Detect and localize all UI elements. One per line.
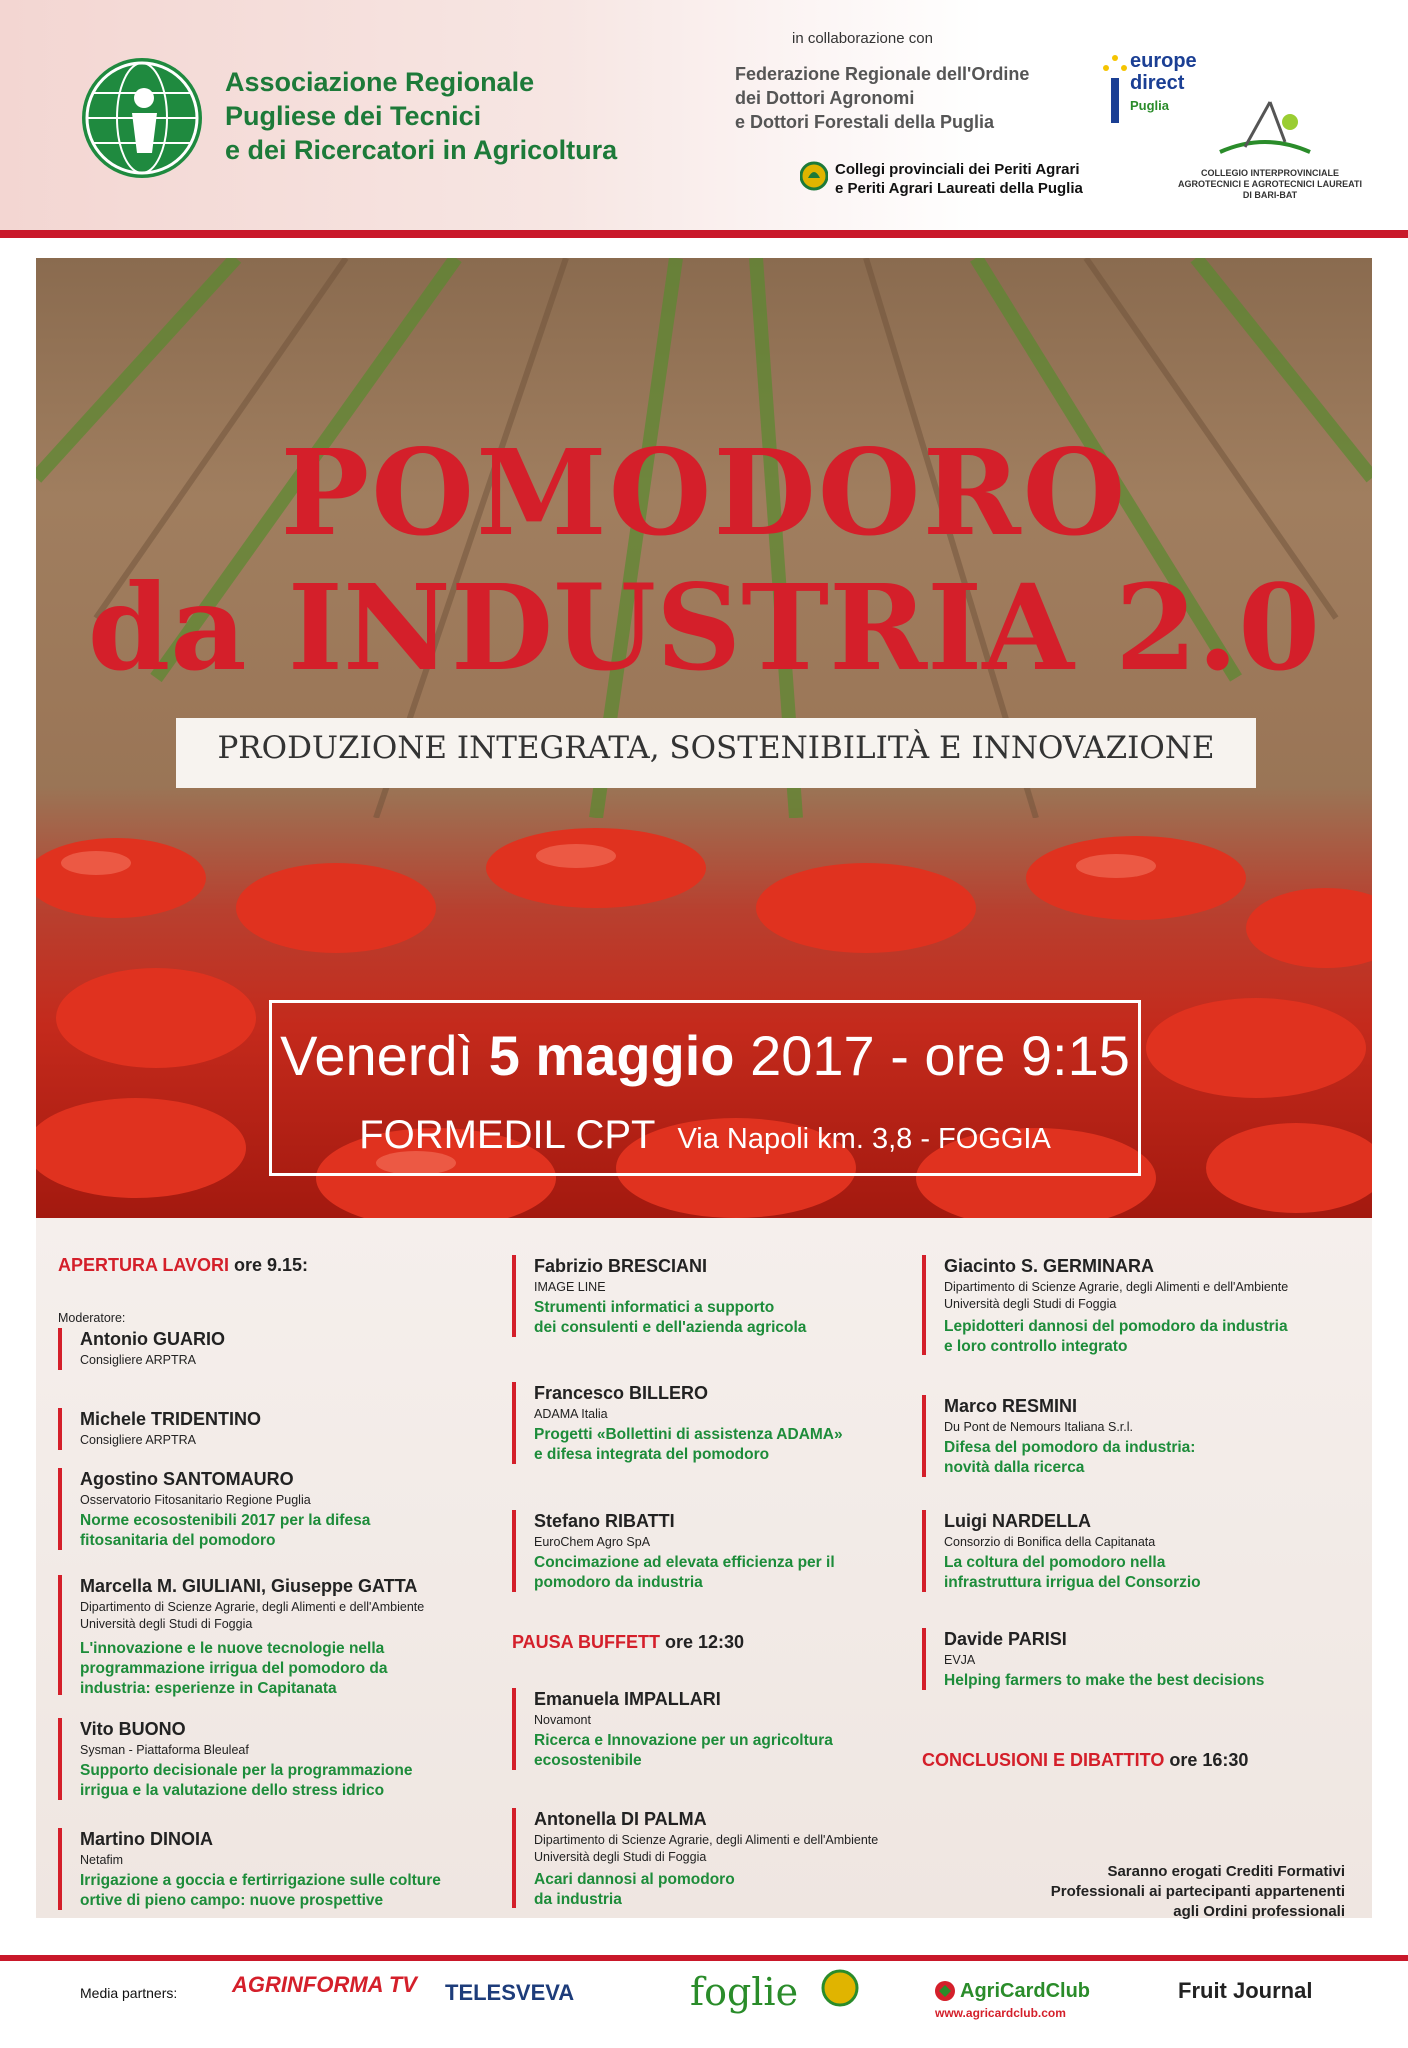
speaker-aff: Sysman - Piattaforma Bleuleaf [80,1743,249,1757]
talk-topic: ortive di pieno campo: nuove prospettive [80,1892,384,1909]
speaker-aff: Università degli Studi di Foggia [944,1297,1117,1311]
talk-topic: e difesa integrata del pomodoro [534,1446,770,1463]
talk-topic: e loro controllo integrato [944,1338,1128,1355]
talk-topic: pomodoro da industria [534,1574,703,1591]
collegi-line-1: Collegi provinciali dei Periti Agrari [835,161,1080,178]
pause-label: PAUSA BUFFETT [512,1632,660,1652]
speaker-name: Davide PARISI [944,1629,1067,1649]
date-bold: 5 maggio [488,1024,735,1087]
opening-time: ore 9.15: [229,1255,309,1275]
speaker-bar [922,1395,926,1477]
talk-topic: Progetti «Bollettini di assistenza ADAMA» [534,1426,843,1443]
talk-topic: irrigua e la valutazione dello stress idrico [80,1782,385,1799]
red-divider-top [0,230,1408,238]
conclusion-time: ore 16:30 [1164,1750,1249,1770]
speaker-name: Marco RESMINI [944,1396,1078,1416]
talk-topic: Concimazione ad elevata efficienza per il [534,1554,835,1571]
speaker-aff: Consigliere ARPTRA [80,1433,197,1447]
talk-topic: da industria [534,1891,622,1908]
talk-topic: Ricerca e Innovazione per un agricoltura [534,1732,833,1749]
speaker-aff: Dipartimento di Scienze Agrarie, degli Alimenti e dell'Ambiente [534,1833,879,1847]
direct-label: direct [1130,72,1185,94]
speaker-aff: Dipartimento di Scienze Agrarie, degli Alimenti e dell'Ambiente [80,1600,425,1614]
talk-topic: novità dalla ricerca [944,1459,1085,1476]
venue-name: FORMEDIL CPT [359,1113,656,1157]
talk-topic: Supporto decisionale per la programmazione [80,1762,413,1779]
talk-topic: industria: esperienze in Capitanata [80,1680,337,1697]
title-line-2: da INDUSTRIA 2.0 [87,558,1321,697]
collegi-line-2: e Periti Agrari Laureati della Puglia [835,180,1083,197]
partner-foglie: foglie [690,1970,799,2014]
opening-heading [58,1255,308,1276]
globe-icon [82,58,202,178]
collegio-interprov-logo [1215,92,1315,162]
media-partners-label: Media partners: [80,1985,178,2001]
europe-label: europe [1130,50,1197,72]
credits-line: Professionali ai partecipanti appartenenti [1050,1883,1345,1900]
pause-time: ore 12:30 [660,1632,745,1652]
speaker-name: Francesco BILLERO [534,1383,709,1403]
subtitle: PRODUZIONE INTEGRATA, SOSTENIBILITÀ E INNOVAZIONE [217,730,1215,766]
agricard-logo-icon [934,1980,956,2002]
partner-fruit-journal: Fruit Journal [1178,1978,1313,2003]
credits-note [905,1862,1345,1922]
talk-topic: programmazione irrigua del pomodoro da [80,1660,388,1677]
speaker-aff: EVJA [944,1653,976,1667]
cip-line-2: AGROTECNICI E AGROTECNICI LAUREATI [1178,179,1362,189]
collab-label: in collaborazione con [792,30,933,47]
speaker-bar [922,1510,926,1592]
speaker-aff: Dipartimento di Scienze Agrarie, degli Alimenti e dell'Ambiente [944,1280,1289,1294]
speaker-name: Agostino SANTOMAURO [80,1469,294,1489]
pause-heading [512,1632,744,1653]
speaker-aff: Consigliere ARPTRA [80,1353,197,1367]
speaker-bar [58,1328,62,1370]
speaker-name: Fabrizio BRESCIANI [534,1256,708,1276]
speaker-aff: EuroChem Agro SpA [534,1535,651,1549]
speaker-bar [512,1510,516,1592]
opening-label: APERTURA LAVORI [58,1255,229,1275]
cip-line-3: DI BARI-BAT [1242,190,1298,200]
venue-address: Via Napoli km. 3,8 - FOGGIA [677,1123,1051,1155]
talk-topic: La coltura del pomodoro nella [944,1554,1166,1571]
talk-topic: Strumenti informatici a supporto [534,1299,775,1316]
arptra-logo [82,58,202,178]
talk-topic: Norme ecosostenibili 2017 per la difesa [80,1512,371,1529]
title-line-1: POMODORO [280,423,1128,562]
foglie-badge-icon [820,1968,860,2008]
conclusion-heading [922,1750,1248,1771]
speaker-bar [922,1628,926,1690]
collegi-logo-icon [800,158,828,194]
speaker-bar [58,1718,62,1800]
partner-agricard: AgriCardClub [960,1980,1090,2002]
talk-topic: Irrigazione a goccia e fertirrigazione sulle colture [80,1872,441,1889]
talk-topic: Acari dannosi al pomodoro [534,1871,735,1888]
credits-line: agli Ordini professionali [1173,1903,1345,1920]
federation-line-1: Federazione Regionale dell'Ordine [735,64,1030,84]
speaker-bar [58,1408,62,1450]
speaker-name: Marcella M. GIULIANI, Giuseppe GATTA [80,1576,418,1596]
speaker-aff: Osservatorio Fitosanitario Regione Puglia [80,1493,311,1507]
puglia-label: Puglia [1130,98,1170,113]
date-suffix: 2017 - ore 9:15 [734,1024,1130,1087]
conclusion-label: CONCLUSIONI E DIBATTITO [922,1750,1165,1770]
speaker-bar [58,1575,62,1695]
event-venue [272,1113,1138,1158]
speaker-bar [512,1382,516,1464]
event-info-box [269,1000,1141,1176]
federation-line-2: dei Dottori Agronomi [735,88,915,108]
speaker-aff: Du Pont de Nemours Italiana S.r.l. [944,1420,1133,1434]
speaker-bar [512,1255,516,1337]
talk-topic: dei consulenti e dell'azienda agricola [534,1319,807,1336]
speaker-aff: Università degli Studi di Foggia [534,1850,707,1864]
eu-stars-icon [1100,48,1130,128]
talk-topic: fitosanitaria del pomodoro [80,1532,276,1549]
federation-line-3: e Dottori Forestali della Puglia [735,112,995,132]
talk-topic: infrastruttura irrigua del Consorzio [944,1574,1201,1591]
talk-topic: ecosostenibile [534,1752,642,1769]
speaker-name: Giacinto S. GERMINARA [944,1256,1155,1276]
talk-topic: L'innovazione e le nuove tecnologie nella [80,1640,385,1657]
speaker-aff: ADAMA Italia [534,1407,608,1421]
speaker-bar [512,1688,516,1770]
association-name-2: Pugliese dei Tecnici [225,101,482,131]
red-divider-bottom [0,1955,1408,1961]
agricard-url: www.agricardclub.com [935,2006,1066,2020]
europe-direct-logo [1100,48,1210,133]
speaker-name: Vito BUONO [80,1719,186,1739]
speaker-aff: Novamont [534,1713,591,1727]
speaker-aff: Netafim [80,1853,124,1867]
speaker-name: Antonella DI PALMA [534,1809,707,1829]
talk-topic: Lepidotteri dannosi del pomodoro da industria [944,1318,1288,1335]
association-name-1: Associazione Regionale [225,67,535,97]
speaker-name: Antonio GUARIO [80,1329,225,1349]
hero-banner [36,258,1372,1218]
date-prefix: Venerdì [280,1024,489,1087]
speaker-name: Martino DINOIA [80,1829,213,1849]
speaker-aff: Consorzio di Bonifica della Capitanata [944,1535,1156,1549]
speaker-aff: IMAGE LINE [534,1280,606,1294]
moderator-label: Moderatore: [58,1311,126,1325]
speaker-name: Michele TRIDENTINO [80,1409,262,1429]
speaker-bar [922,1255,926,1355]
credits-line: Saranno erogati Crediti Formativi [1107,1863,1345,1880]
speaker-bar [58,1828,62,1910]
speaker-aff: Università degli Studi di Foggia [80,1617,253,1631]
speaker-bar [58,1468,62,1550]
cip-line-1: COLLEGIO INTERPROVINCIALE [1200,168,1339,178]
talk-topic: Helping farmers to make the best decisions [944,1672,1265,1689]
talk-topic: Difesa del pomodoro da industria: [944,1439,1196,1456]
speaker-bar [512,1808,516,1908]
partner-agrinforma: AGRINFORMA TV [232,1972,417,1997]
event-date [272,1023,1138,1088]
association-name-3: e dei Ricercatori in Agricoltura [225,135,618,165]
speaker-name: Stefano RIBATTI [534,1511,675,1531]
partner-telesveva: TELESVEVA [445,1980,575,2005]
speaker-name: Emanuela IMPALLARI [534,1689,721,1709]
speaker-name: Luigi NARDELLA [944,1511,1091,1531]
